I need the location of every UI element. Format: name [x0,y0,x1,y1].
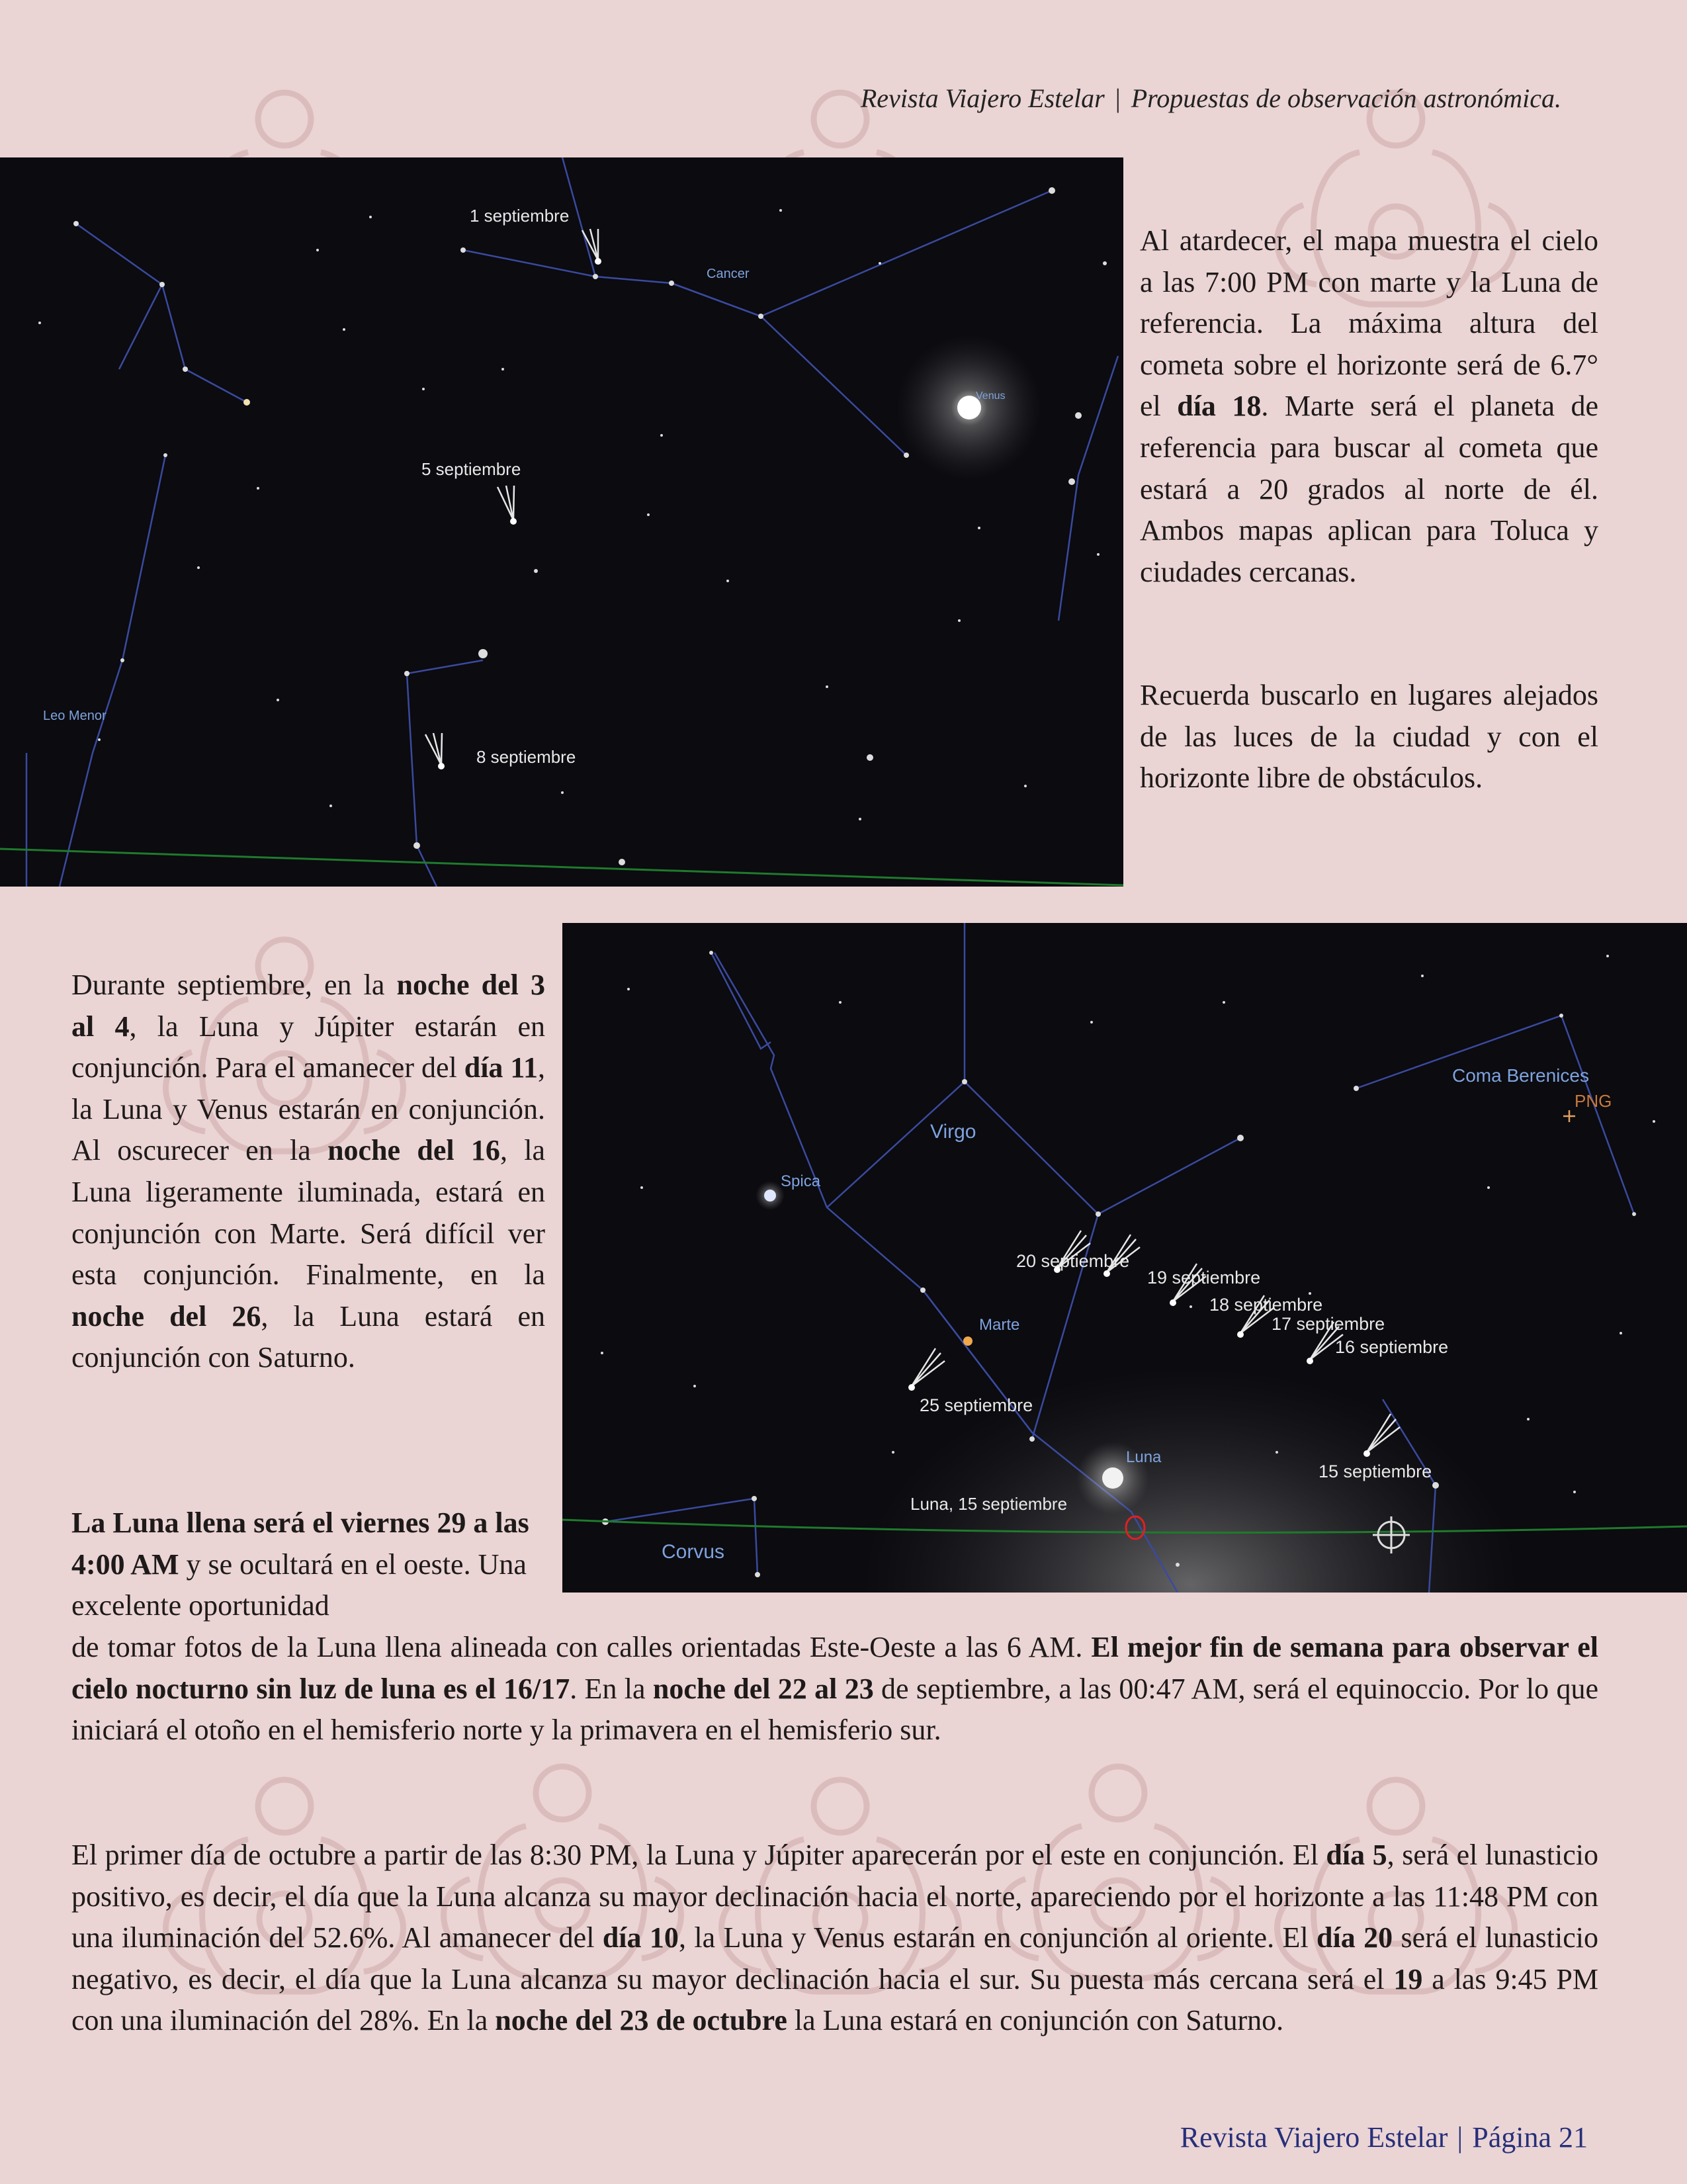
map-label-sep19: 19 septiembre [1147,1268,1261,1288]
sky-map-comet-mid-september [562,923,1687,1593]
map-label-luna: Luna [1126,1448,1162,1466]
map-label-sep17: 17 septiembre [1272,1314,1385,1334]
bold-run: día 18 [1177,390,1262,423]
map-label-spica: Spica [781,1172,821,1190]
sky-map-comet-early-september [0,157,1123,887]
page-number: Página 21 [1472,2121,1588,2154]
map-label-sep5: 5 septiembre [421,459,521,479]
text-run: , la Luna y Júpiter estarán en conjunción. Para el amanecer del [71,1010,546,1084]
text-run: , la Luna y Venus estarán en conjunción. Al oscurecer en la [71,1051,546,1167]
text-run: , la Luna ligeramente iluminada, estará en conjunción con Marte. Será difícil ver esta conjunción. Finalmente, en la [71,1134,546,1291]
paragraph-full-moon-equinox [71,1627,1598,1751]
text-run: a las 9:45 PM con una iluminación del 28%. En la [71,1962,1598,2037]
bold-run: El mejor fin de semana para observar el cielo nocturno sin luz de luna es el 16/17 [71,1631,1599,1705]
bold-run: noche del 16 [327,1134,500,1167]
map-label-sep18: 18 septiembre [1209,1295,1323,1315]
text-run: y se ocultará en el oeste. Una excelente oportunidad [71,1548,527,1622]
text-run: la Luna estará en conjunción con Saturno. [787,2004,1284,2037]
map-label-sep1: 1 septiembre [470,206,570,226]
map-label-coma-berenices: Coma Berenices [1452,1065,1589,1086]
map-label-sep20: 20 septiembre [1016,1251,1130,1271]
text-run: . Marte será el planeta de referencia para buscar al cometa que estará a 20 grados al norte de él. Ambos mapas aplican para Toluca y ciudades cercanas. [1140,390,1598,588]
map-label-corvus: Corvus [662,1541,725,1563]
bold-run: noche del 23 de octubre [495,2004,787,2037]
png-marker [1563,1110,1575,1122]
map-label-png: PNG [1575,1091,1612,1111]
spica-star [764,1190,776,1201]
bold-run: La Luna llena será el viernes 29 a las 4:00 AM [71,1507,529,1581]
bold-run: 19 [1393,1962,1423,1995]
map-label-leo-menor: Leo Menor [43,709,107,723]
header-subtitle: Propuestas de observación astronómica. [1131,83,1561,113]
footer-magazine: Revista Viajero Estelar [1180,2121,1448,2154]
bold-run: noche del 22 al 23 [652,1672,874,1705]
text-run: Recuerda buscarlo en lugares alejados de las luces de la ciudad y con el horizonte libre de obstáculos. [1140,679,1598,795]
bold-run: día 5 [1326,1839,1387,1871]
luna-moon [1102,1467,1123,1489]
text-run: . En la [570,1672,653,1705]
text-run: de septiembre, a las 00:47 AM, será el equinoccio. Por lo que iniciará el otoño en el hemisferio norte y la primavera en el hemisferio sur. [71,1672,1598,1747]
page-footer [1180,2120,1588,2154]
paragraph-full-moon-intro [71,1503,545,1627]
comet-icon [497,486,517,525]
comet-icon [908,1348,945,1391]
horizon-line [0,849,1123,885]
map-label-luna-15: Luna, 15 septiembre [910,1494,1068,1514]
bold-run: noche del 3 al 4 [71,969,546,1043]
running-header [728,83,1561,114]
map-label-sep25: 25 septiembre [920,1395,1033,1415]
text-run: Al atardecer, el mapa muestra el cielo a las 7:00 PM con marte y la Luna de referencia. La máxima altura del cometa sobre el horizonte será de 6.7° el [1140,224,1598,423]
text-run: , la Luna estará en conjunción con Saturno. [71,1299,545,1374]
map-label-sep8: 8 septiembre [476,747,576,767]
paragraph-viewing-tip [1140,675,1598,799]
bold-run: día 20 [1317,1921,1393,1954]
map-label-sep16: 16 septiembre [1335,1337,1449,1357]
bold-run: día 10 [602,1921,679,1954]
text-run: Durante septiembre, en la [71,969,397,1001]
marte-planet [963,1336,973,1346]
bold-run: día 11 [464,1051,539,1084]
comet-icon [425,733,445,769]
constellation-lines [26,157,1118,887]
paragraph-october [71,1835,1598,2042]
footer-separator: | [1457,2121,1463,2154]
map-label-sep15: 15 septiembre [1319,1462,1432,1481]
bold-run: noche del 26 [71,1299,261,1332]
paragraph-evening-map [1140,220,1598,593]
text-run: de tomar fotos de la Luna llena alineada con calles orientadas Este-Oeste a las 6 AM. [71,1631,1092,1663]
map-label-virgo: Virgo [930,1121,976,1143]
map-label-venus: Venus [976,390,1006,402]
comet-icon [582,229,601,265]
text-run: será el lunasticio negativo, es decir, el día que la Luna alcanza su mayor declinación hacia el sur. Su puesta más cercana será el [71,1921,1599,1995]
text-run: , será el lunasticio positivo, es decir, el día que la Luna alcanza su mayor declinación hacia el norte, apareciendo por el horizonte a las 11:48 PM con una iluminación del 52.6%. Al amanecer del [71,1839,1598,1954]
map-label-cancer: Cancer [707,267,750,281]
text-run: , la Luna y Venus estarán en conjunción al oriente. El [678,1921,1317,1954]
paragraph-september-conjunctions [71,965,545,1379]
header-separator: | [1115,83,1121,113]
header-magazine: Revista Viajero Estelar [860,83,1105,113]
map-label-marte: Marte [979,1316,1020,1334]
text-run: El primer día de octubre a partir de las 8:30 PM, la Luna y Júpiter aparecerán por el este en conjunción. El [71,1839,1326,1871]
